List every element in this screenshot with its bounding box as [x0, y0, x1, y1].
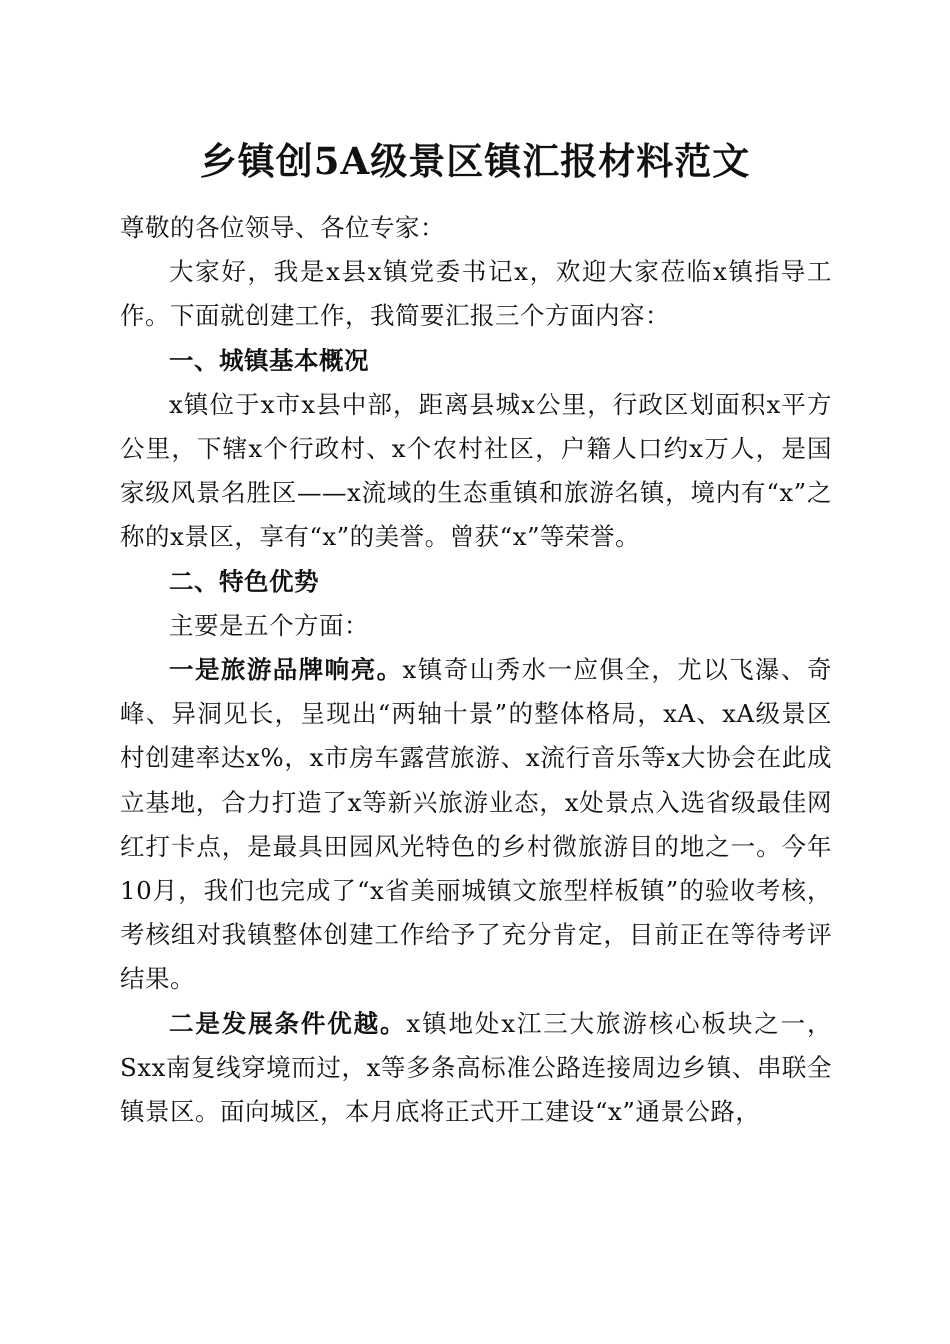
section-heading-overview: 一、城镇基本概况 [169, 345, 369, 375]
advantage-point-1 [120, 648, 832, 1002]
advantage-point-1-text: x镇奇山秀水一应俱全，尤以飞瀑、奇峰、异洞见长，呈现出“两轴十景”的整体格局，xA、xA级景区村创建率达x%，x市房车露营旅游、x流行音乐等x大协会在此成立基地，合力打造了x等新兴旅游业态，x处景点入选省级最佳网红打卡点，是最具田园风光特色的乡村微旅游目的地之一。今年10月，我们也完成了“x省美丽城镇文旅型样板镇”的验收考核，考核组对我镇整体创建工作给予了充分肯定，目前正在等待考评结果。 [120, 655, 832, 994]
intro-paragraph: 大家好，我是x县x镇党委书记x，欢迎大家莅临x镇指导工作。下面就创建工作，我简要汇报三个方面内容： [120, 257, 832, 331]
section-heading-advantages: 二、特色优势 [169, 566, 319, 596]
advantages-overview: 主要是五个方面： [169, 610, 369, 640]
document-title: 乡镇创5A级景区镇汇报材料范文 [199, 139, 751, 183]
advantage-point-2-text: x镇地处x江三大旅游核心板块之一，Sxx南复线穿境而过，x等多条高标准公路连接周边乡镇、串联全镇景区。面向城区，本月底将正式开工建设“x”通景公路， [120, 1008, 832, 1127]
advantage-point-2-lead: 二是发展条件优越。 [169, 1008, 407, 1038]
overview-paragraph: x镇位于x市x县中部，距离县城x公里，行政区划面积x平方公里，下辖x个行政村、x个农村社区，户籍人口约x万人，是国家级风景名胜区——x流域的生态重镇和旅游名镇，境内有“x”之称的x景区，享有“x”的美誉。曾获“x”等荣誉。 [120, 389, 832, 552]
advantage-point-2 [120, 1002, 832, 1135]
salutation: 尊敬的各位领导、各位专家： [120, 213, 445, 242]
advantage-point-1-lead: 一是旅游品牌响亮。 [169, 655, 403, 685]
document-body [120, 206, 832, 1134]
